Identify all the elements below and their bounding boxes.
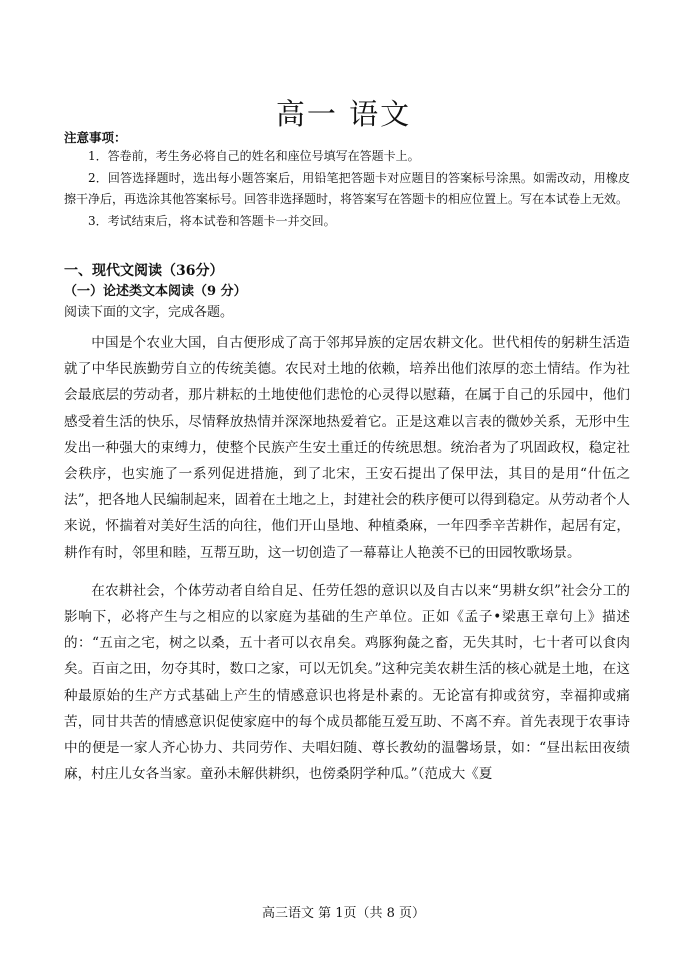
subsection-heading: （一）论述类文本阅读（9 分） (64, 284, 247, 299)
notice-item-2: 2．回答选择题时，选出每小题答案后，用铅笔把答题卡对应题目的答案标号涂黑。如需改动，用橡皮擦干净后，再选涂其他答案标号。回答非选择题时，将答案写在答题卡的相应位置上。写在本试卷上无效。 (64, 170, 630, 206)
passage-paragraph-1: 中国是个农业大国，自古便形成了高于邻邦异族的定居农耕文化。世代相传的躬耕生活造就了中华民族勤劳自立的传统美德。农民对土地的依赖，培养出他们浓厚的恋土情结。作为社会最底层的劳动者，那片耕耘的土地使他们悲怆的心灵得以慰藉，在属于自己的乐园中，他们感受着生活的快乐，尽情释放热情并深深地热爱着它。正是这难以言表的微妙关系，无形中生发出一种强大的束缚力，使整个民族产生安土重迁的传统思想。统治者为了巩固政权，稳定社会秩序，也实施了一系列促进措施，到了北宋，王安石提出了保甲法，其目的是用“什伍之法”，把各地人民编制起来，固着在土地之上，封建社会的秩序便可以得到稳定。从劳动者个人来说，怀揣着对美好生活的向往，他们开山垦地、种植桑麻，一年四季辛苦耕作，起居有定，耕作有时，邻里和睦，互帮互助，这一切创造了一幕幕让人艳羡不已的田园牧歌场景。 (64, 335, 630, 561)
page-title: 高一 语文 (275, 97, 412, 131)
page-footer: 高三语文 第 1页（共 8 页） (261, 906, 426, 921)
reading-instruction: 阅读下面的文字，完成各题。 (64, 305, 234, 320)
reading-passage (64, 330, 630, 787)
section-heading: 一、现代文阅读（36分） (64, 263, 224, 279)
notice-item-3: 3．考试结束后，将本试卷和答题卡一并交回。 (88, 213, 336, 228)
notice-heading: 注意事项： (64, 130, 127, 145)
passage-paragraph-2: 在农耕社会，个体劳动者自给自足、任劳任怨的意识以及自古以来“男耕女织”社会分工的影响下，必将产生与之相应的以家庭为基础的生产单位。正如《孟子•梁惠王章句上》描述的：“五亩之宅，树之以桑，五十者可以衣帛矣。鸡豚狗彘之畜，无失其时，七十者可以食肉矣。百亩之田，勿夺其时，数口之家，可以无饥矣。”这种完美农耕生活的核心就是土地，在这种最原始的生产方式基础上产生的情感意识也将是朴素的。无论富有抑或贫穷，幸福抑或痛苦，同甘共苦的情感意识促使家庭中的每个成员都能互爱互助、不离不弃。首先表现于农事诗中的便是一家人齐心协力、共同劳作、夫唱妇随、尊长教幼的温馨场景，如：“昼出耘田夜绩麻，村庄儿女各当家。童孙未解供耕织，也傍桑阴学种瓜。”（范成大《夏 (64, 582, 630, 783)
notice-list (64, 146, 630, 232)
notice-item-1: 1．答卷前，考生务必将自己的姓名和座位号填写在答题卡上。 (88, 149, 420, 163)
